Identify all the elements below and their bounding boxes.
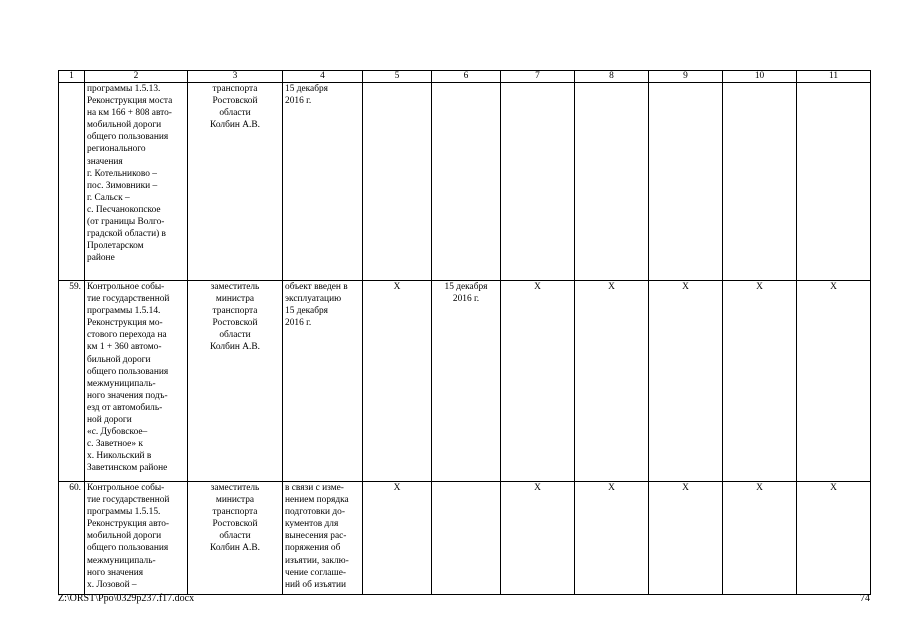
cell-col-7: X	[501, 482, 575, 595]
row-number: 60.	[59, 482, 85, 595]
table-row	[59, 281, 871, 482]
cell-col-6: 15 декабря 2016 г.	[432, 281, 501, 482]
table-row	[59, 482, 871, 595]
cell-col-10: X	[723, 482, 797, 595]
column-header: 4	[283, 71, 363, 83]
row-number	[59, 83, 85, 281]
cell-col-9	[649, 83, 723, 281]
column-header: 9	[649, 71, 723, 83]
cell-col-10: X	[723, 281, 797, 482]
column-header: 5	[363, 71, 432, 83]
cell-col-10	[723, 83, 797, 281]
footer-file-path: Z:\ORST\Ppo\0329p237.f17.docx	[58, 593, 195, 604]
expected-result: объект введен в эксплуатацию 15 декабря 2016 г.	[283, 281, 363, 482]
column-header: 8	[575, 71, 649, 83]
column-header: 10	[723, 71, 797, 83]
cell-col-9: X	[649, 281, 723, 482]
cell-col-9: X	[649, 482, 723, 595]
event-description: программы 1.5.13. Реконструкция моста на км 166 + 808 авто- мобильной дороги общего пользования регионального значения г. Котельниково – пос. Зимовники – г. Сальск – с. Песчанокопское (от границы Волго- градской области) в Пролетарском районе	[85, 83, 188, 281]
column-header: 6	[432, 71, 501, 83]
column-header: 2	[85, 71, 188, 83]
expected-result: в связи с изме- нением порядка подготовки до- кументов для вынесения рас- поряжения об изъятии, заклю- чение соглаше- ний об изъятии	[283, 482, 363, 595]
responsible-person: заместитель министра транспорта Ростовской области Колбин А.В.	[188, 281, 283, 482]
cell-col-11: X	[797, 281, 871, 482]
responsible-person: заместитель министра транспорта Ростовской области Колбин А.В.	[188, 482, 283, 595]
column-header: 3	[188, 71, 283, 83]
cell-col-6	[432, 83, 501, 281]
cell-col-5: X	[363, 482, 432, 595]
event-description: Контрольное собы- тие государственной программы 1.5.15. Реконструкция авто- мобильной дороги общего пользования межмуниципаль- ного значения х. Лозовой –	[85, 482, 188, 595]
cell-col-5	[363, 83, 432, 281]
cell-col-8: X	[575, 281, 649, 482]
cell-col-6	[432, 482, 501, 595]
column-header: 7	[501, 71, 575, 83]
expected-result: 15 декабря 2016 г.	[283, 83, 363, 281]
cell-col-5: X	[363, 281, 432, 482]
cell-col-11: X	[797, 482, 871, 595]
cell-col-7	[501, 83, 575, 281]
cell-col-8	[575, 83, 649, 281]
cell-col-11	[797, 83, 871, 281]
page-number: 74	[860, 593, 870, 604]
cell-col-7: X	[501, 281, 575, 482]
column-header: 11	[797, 71, 871, 83]
event-description: Контрольное собы- тие государственной программы 1.5.14. Реконструкция мо- стового перехода на км 1 + 360 автомо- бильной дороги общего пользования межмуниципаль- ного значения подъ- езд от автомобиль- ной дороги «с. Дубовское– с. Заветное» к х. Никольский в Заветинском районе	[85, 281, 188, 482]
cell-col-8: X	[575, 482, 649, 595]
row-number: 59.	[59, 281, 85, 482]
column-number-row	[59, 71, 871, 83]
table-row	[59, 83, 871, 281]
document-table	[58, 70, 871, 595]
responsible-person: транспорта Ростовской области Колбин А.В.	[188, 83, 283, 281]
column-header: 1	[59, 71, 85, 83]
